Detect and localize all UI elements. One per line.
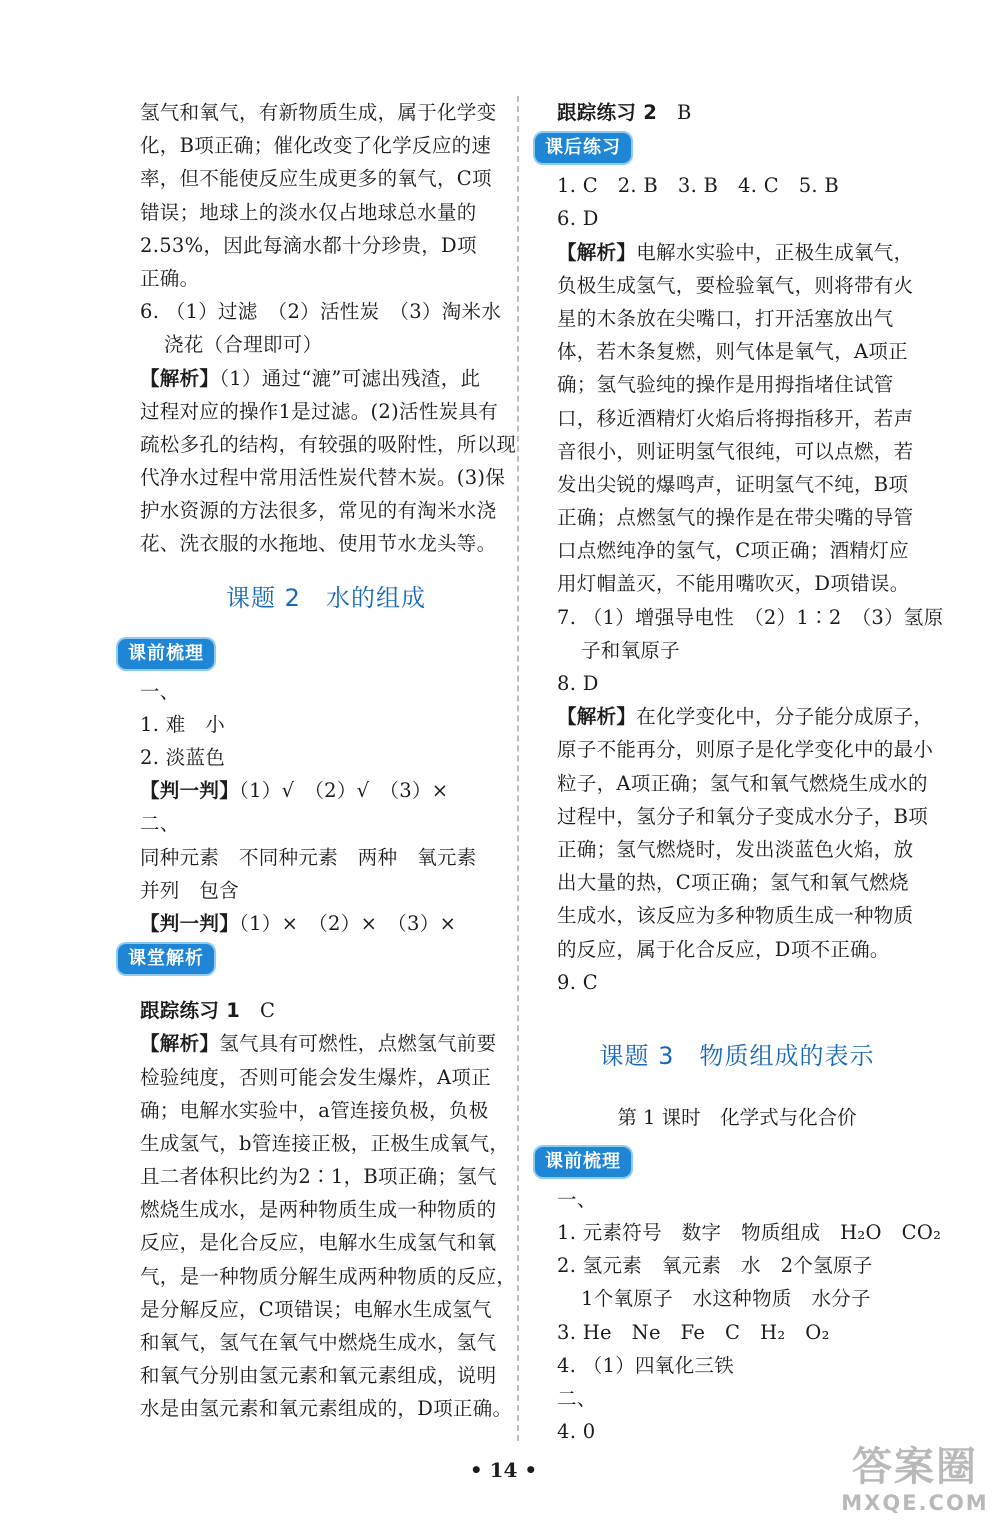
section-badge-preview: 课前梳理: [118, 639, 214, 669]
judge-label: 【判一判】: [140, 779, 240, 803]
answer-6-line: 6. （1）过滤 （2）活性炭 （3）淘米水: [140, 300, 502, 324]
text-line: 代净水过程中常用活性炭代替木炭。(3)保: [140, 466, 506, 490]
judge-label: 【判一判】: [140, 911, 240, 935]
answer-7-line: 7. （1）增强导电性 （2）1∶2 （3）氢原: [557, 605, 944, 629]
text-line: 确；电解水实验中，a管连接负极，负极: [140, 1098, 489, 1122]
judge-answers: （1）× （2）× （3）×: [239, 911, 457, 935]
text-line: 氢气和氧气，有新物质生成，属于化学变: [140, 101, 497, 124]
text-line: 率，但不能使反应生成更多的氧气，C项: [140, 167, 492, 191]
analysis-first-line: [140, 1027, 512, 1060]
text-line: 过程对应的操作1是过滤。(2)活性炭具有: [140, 399, 499, 423]
section-badge-preview: 课前梳理: [535, 1147, 631, 1177]
judge-line: [140, 907, 512, 940]
track-answer: B: [657, 101, 692, 124]
analysis-label: 【解析】: [140, 1032, 220, 1056]
text-line: 错误；地球上的淡水仅占地球总水量的: [140, 200, 477, 224]
text-line: 和氧气分别由氢元素和氧元素组成，说明: [140, 1364, 497, 1388]
text-line: 1. 难 小: [140, 712, 226, 736]
text-line: 同种元素 不同种元素 两种 氧元素: [140, 845, 477, 869]
analysis-label: 【解析】: [140, 366, 220, 390]
text-line: 粒子，A项正确；氢气和氧气燃烧生成水的: [557, 771, 928, 795]
text-line: 花、洗衣服的水拖地、使用节水龙头等。: [140, 532, 497, 556]
text-line: 一、: [557, 1187, 597, 1211]
answer-6-cont: 浇花（合理即可）: [164, 333, 323, 357]
text-line: 口，移近酒精灯火焰后将拇指移开，若声: [557, 406, 914, 430]
analysis-first-line: [557, 236, 917, 269]
text-line: 水是由氢元素和氧元素组成的，D项正确。: [140, 1397, 513, 1421]
left-column: [128, 96, 517, 1426]
text-line: 检验纯度，否则可能会发生爆炸，A项正: [140, 1065, 491, 1089]
analysis-label: 【解析】: [557, 705, 637, 729]
text-line: 护水资源的方法很多，常见的有淘米水浇: [140, 499, 497, 523]
text-line: 8. D: [557, 672, 599, 695]
track-label: 跟踪练习 2: [557, 101, 658, 124]
text-line: 确；氢气验纯的操作是用拇指堵住试管: [557, 373, 894, 397]
text-line: 原子不能再分，则原子是化学变化中的最小: [557, 738, 934, 762]
text-line: 4. 0: [557, 1420, 596, 1444]
column-divider: [517, 96, 519, 1441]
text-line: 二、: [557, 1387, 597, 1410]
text-line: 6. D: [557, 207, 599, 231]
text-line: 化，B项正确；催化改变了化学反应的速: [140, 134, 492, 158]
text-line: 一、: [140, 679, 180, 703]
text-line: 并列 包含: [140, 878, 240, 902]
text-line: 负极生成氢气，要检验氧气，则将带有火: [557, 273, 914, 297]
text-line: 3. He Ne Fe C H₂ O₂: [557, 1320, 830, 1344]
watermark-text-bottom: MXQE.COM: [841, 1491, 989, 1515]
text-line: 2.53%，因此每滴水都十分珍贵，D项: [140, 233, 477, 257]
badge-row: [545, 1143, 917, 1183]
track-answer: C: [240, 999, 276, 1023]
text-line: 生成水，该反应为多种物质生成一种物质: [557, 904, 914, 928]
topic-3-title: 课题 3 物质组成的表示: [599, 1041, 875, 1070]
analysis-text: 电解水实验中，正极生成氧气，: [636, 240, 914, 264]
text-line: 反应，是化合反应，电解水生成氢气和氧: [140, 1231, 497, 1255]
text-line: 9. C: [557, 970, 598, 994]
text-line: 过程中，氢分子和氧分子变成水分子，B项: [557, 804, 929, 828]
text-line: 体，若木条复燃，则气体是氧气，A项正: [557, 340, 908, 364]
badge-row: [128, 940, 512, 980]
text-line: 口点燃纯净的氢气，C项正确；酒精灯应: [557, 539, 909, 563]
text-line: 4. （1）四氧化三铁: [557, 1353, 735, 1377]
text-line: 疏松多孔的结构，有较强的吸附性，所以现: [140, 432, 517, 456]
analysis-text: （1）通过“漉”可滤出残渣，此: [219, 366, 481, 390]
text-line: 二、: [140, 812, 180, 836]
judge-answers: （1）√ （2）√ （3）×: [239, 779, 449, 803]
text-line: 正确；点燃氢气的操作是在带尖嘴的导管: [557, 506, 914, 530]
text-line: 2. 氢元素 氧元素 水 2个氢原子: [557, 1254, 873, 1278]
section-badge-after-class: 课后练习: [535, 133, 631, 163]
analysis-text: 在化学变化中，分子能分成原子，: [636, 705, 934, 729]
track-label: 跟踪练习 1: [140, 999, 241, 1023]
answer-7-cont: 子和氧原子: [581, 638, 681, 662]
text-line: 燃烧生成水，是两种物质生成一种物质的: [140, 1198, 497, 1222]
analysis-first-line: [140, 362, 512, 395]
analysis-text: 氢气具有可燃性，点燃氢气前要: [219, 1032, 497, 1056]
text-line: 的反应，属于化合反应，D项不正确。: [557, 937, 890, 961]
text-line: 1. 元素符号 数字 物质组成 H₂O CO₂: [557, 1221, 942, 1245]
analysis-first-line: [557, 700, 934, 733]
watermark-text-top: 答案圈: [852, 1444, 978, 1490]
analysis-label: 【解析】: [557, 240, 637, 264]
text-line: 和氧气，氢气在氧气中燃烧生成水，氢气: [140, 1331, 497, 1354]
badge-row: [545, 129, 917, 169]
text-line: 是分解反应，C项错误；电解水生成氢气: [140, 1297, 492, 1321]
text-line: 用灯帽盖灭，不能用嘴吹灭，D项错误。: [557, 572, 910, 596]
text-line: 发出尖锐的爆鸣声，证明氢气不纯，B项: [557, 472, 909, 496]
text-line: 星的木条放在尖嘴口，打开活塞放出气: [557, 306, 894, 330]
text-line: 音很小，则证明氢气很纯，可以点燃，若: [557, 439, 914, 463]
text-line: 正确；氢气燃烧时，发出淡蓝色火焰，放: [557, 837, 914, 861]
judge-line: [140, 774, 512, 807]
text-line: 1. C 2. B 3. B 4. C 5. B: [557, 174, 840, 198]
watermark-logo: [837, 1444, 993, 1528]
text-line: 2. 淡蓝色: [140, 746, 226, 769]
topic-2-title: 课题 2 水的组成: [226, 583, 426, 612]
track-practice-1: [140, 994, 512, 1027]
page-number: • 14 •: [469, 1458, 538, 1482]
section-badge-classroom: 课堂解析: [118, 944, 214, 974]
right-column: [545, 96, 944, 1448]
text-line: 生成氢气，b管连接正极，正极生成氧气，: [140, 1131, 510, 1155]
text-line: 且二者体积比约为2∶1，B项正确；氢气: [140, 1165, 497, 1189]
badge-row: [128, 635, 512, 675]
text-line: 气，是一种物质分解生成两种物质的反应，: [140, 1264, 517, 1288]
text-line: 1个氧原子 水这种物质 水分子: [581, 1287, 871, 1311]
text-line: 正确。: [140, 266, 200, 290]
text-line: 出大量的热，C项正确；氢气和氧气燃烧: [557, 871, 909, 895]
track-practice-2: [557, 96, 917, 129]
lesson-1-title: 第 1 课时 化学式与化合价: [617, 1105, 857, 1129]
